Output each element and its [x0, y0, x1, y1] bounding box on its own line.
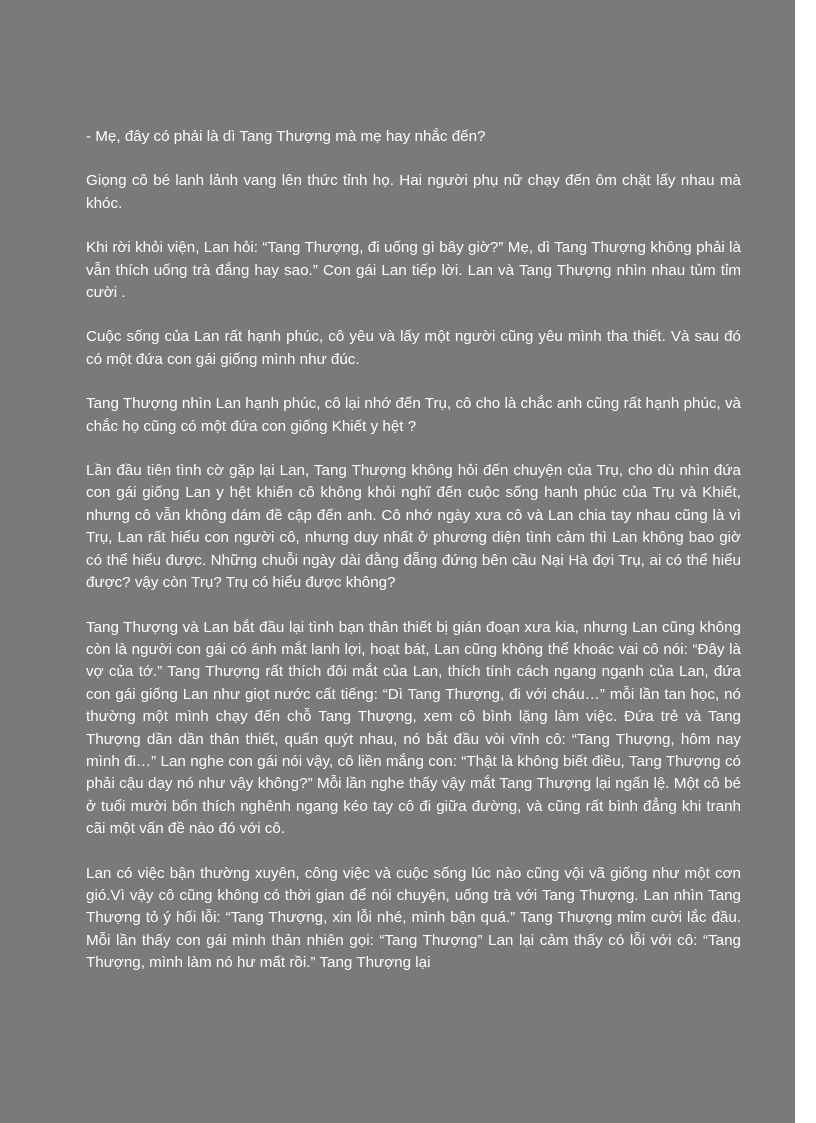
paragraph-3: Khi rời khỏi viện, Lan hỏi: “Tang Thượng, đi uống gì bây giờ?” Mẹ, dì Tang Thượng không phải là vẫn thích uống trà đắng hay sao.” Con gái Lan tiếp lời. Lan và Tang Thượng nhìn nhau tủm tỉm cười .: [86, 239, 741, 302]
paragraph-4: Cuộc sống của Lan rất hạnh phúc, cô yêu và lấy một người cũng yêu mình tha thiết. Và sau đó có một đứa con gái giống mình như đúc.: [86, 328, 741, 368]
document-body: [86, 126, 741, 997]
paragraph-6: Lần đầu tiên tình cờ gặp lại Lan, Tang Thượng không hỏi đến chuyện của Trụ, cho dù nhìn đứa con gái giống Lan y hệt khiến cô không khỏi nghĩ đến cuộc sống hanh phúc của Trụ và Khiết, nhưng cô vẫn không dám đề cập đến anh. Cô nhớ ngày xưa cô và Lan chia tay nhau cũng là vì Trụ, Lan rất hiểu con người cô, nhưng duy nhất ở phương diện tình cảm thì Lan không bao giờ có thể hiểu được. Những chuỗi ngày dài đằng đẵng đứng bên cầu Nại Hà đợi Trụ, ai có thể hiểu được? vậy còn Trụ? Trụ có hiểu được không?: [86, 462, 741, 592]
paragraph-1: - Mẹ, đây có phải là dì Tang Thượng mà mẹ hay nhắc đến?: [86, 128, 486, 145]
page-margin-strip: [795, 0, 816, 1123]
paragraph-7: Tang Thượng và Lan bắt đầu lại tình bạn thân thiết bị gián đoạn xưa kia, nhưng Lan cũng không còn là người con gái có ánh mắt lanh lợi, hoạt bát, Lan cũng không thể khoác vai cô nói: “Đây là vợ của tớ.” Tang Thượng rất thích đôi mắt của Lan, thích tính cách ngang ngạnh của Lan, đứa con gái giống Lan như giọt nước cất tiếng: “Dì Tang Thượng, đi với cháu…” mỗi lần tan học, nó thường một mình chạy đến chỗ Tang Thượng, xem cô bình lặng làm việc. Đứa trẻ và Tang Thượng dần dần thân thiết, quấn quýt nhau, nó bắt đầu vòi vĩnh cô: “Tang Thượng, hôm nay mình đi…” Lan nghe con gái nói vậy, cô liền mắng con: “Thật là không biết điều, Tang Thượng có phải cậu dạy nó như vậy không?” Mỗi lần nghe thấy vậy mắt Tang Thượng lại ngấn lệ. Một cô bé ở tuổi mười bốn thích nghênh ngang kéo tay cô đi giữa đường, và cũng rất bình đẳng khi tranh cãi một vấn đề nào đó với cô.: [86, 618, 741, 838]
paragraph-8: Lan có việc bận thường xuyên, công việc và cuộc sống lúc nào cũng vội vã giống như một cơn gió.Vì vậy cô cũng không có thời gian để nói chuyện, uống trà với Tang Thượng. Lan nhìn Tang Thượng tỏ ý hối lỗi: “Tang Thượng, xin lỗi nhé, mình bận quá.” Tang Thượng mỉm cười lắc đầu. Mỗi lần thấy con gái mình thản nhiên gọi: “Tang Thượng” Lan lại cảm thấy có lỗi với cô: “Tang Thượng, mình làm nó hư mất rồi.” Tang Thượng lại: [86, 864, 741, 972]
paragraph-5: Tang Thượng nhìn Lan hạnh phúc, cô lại nhớ đến Trụ, cô cho là chắc anh cũng rất hạnh phúc, và chắc họ cũng có một đứa con giống Khiết y hệt ?: [86, 395, 741, 435]
paragraph-2: Giọng cô bé lanh lảnh vang lên thức tỉnh họ. Hai người phụ nữ chạy đến ôm chặt lấy nhau mà khóc.: [86, 172, 741, 212]
